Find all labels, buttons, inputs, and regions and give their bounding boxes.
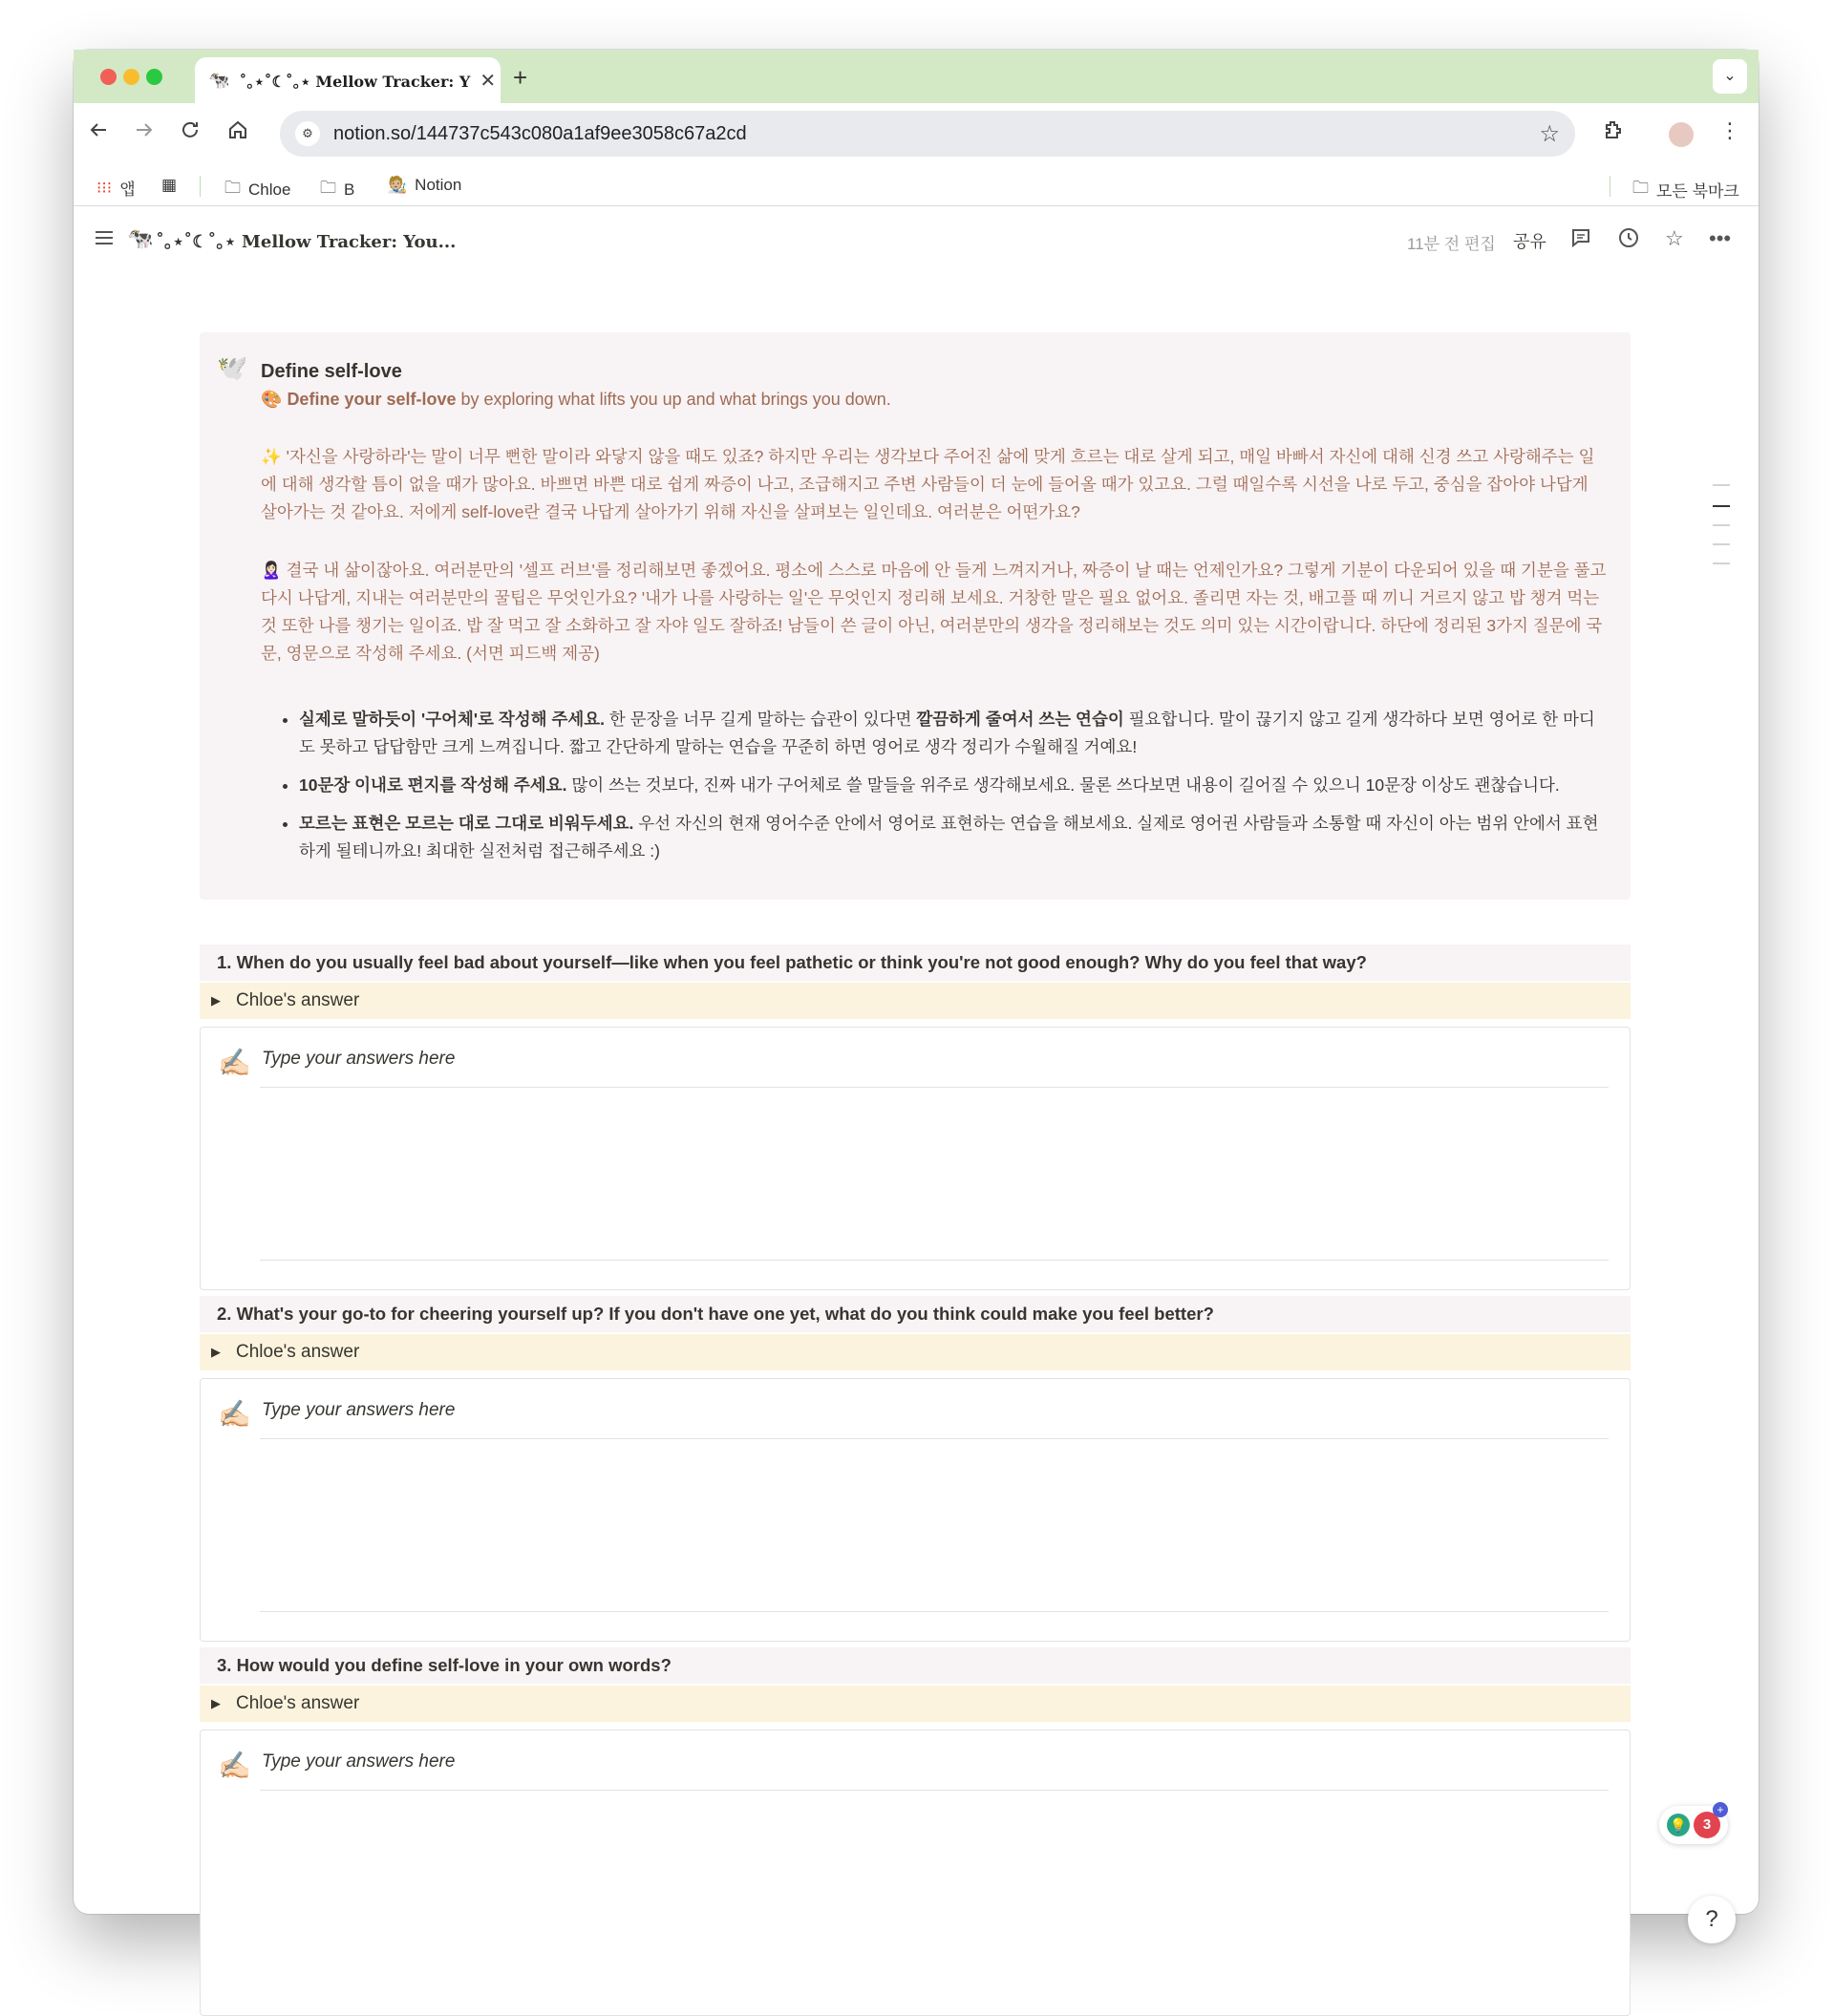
new-tab-button[interactable]: + xyxy=(513,63,528,92)
divider xyxy=(260,1438,1609,1439)
tab-groups-icon[interactable]: ▦ xyxy=(161,176,178,194)
bookmarks-bar xyxy=(74,164,1759,206)
tab-search-button[interactable]: ⌄ xyxy=(1713,59,1747,94)
arrow-right-icon xyxy=(133,118,156,141)
notion-topbar xyxy=(74,207,1759,270)
plus-icon: + xyxy=(1713,1802,1728,1817)
edited-timestamp: 11분 전 편집 xyxy=(1407,235,1496,253)
bookmark-star-icon[interactable]: ☆ xyxy=(1539,120,1560,147)
minimize-window-button[interactable] xyxy=(123,69,139,85)
answer-toggle-1[interactable] xyxy=(200,983,1631,1019)
callout-title: Define self-love xyxy=(261,361,402,382)
outline-marker[interactable] xyxy=(1713,484,1730,486)
callout-paragraph-2: 🙎🏻‍♀️ 결국 내 삶이잖아요. 여러분만의 '셀프 러브'를 정리해보면 좋겠어요. 평소에 스스로 마음에 안 들게 느껴지거나, 짜증이 날 때는 언제인가요? 그렇게 기분이 다운되어 있을 때 기분을 풀고 다시 나답게, 지내는 여러분만의 꿀팁은 무엇인가요? '내가 나를 사랑하는 일'은 무엇인지 정리해 보세요. 거창한 말은 필요 없어요. 졸리면 자는 것, 배고플 때 끼니 거르지 않고 밥 챙겨 먹는 것 또한 나를 챙기는 일이죠. 밥 잘 먹고 잘 소화하고 잘 자야 일도 잘하죠! 남들이 쓴 글이 아닌, 여러분만의 생각을 정리해보는 것도 의미 있는 시간이랍니다. 하단에 정리된 3가지 질문에 국문, 영문으로 작성해 주세요. (서면 피드백 제공) xyxy=(261,561,1607,663)
divider xyxy=(260,1611,1609,1612)
callout-block[interactable] xyxy=(200,332,1631,900)
hamburger-icon[interactable] xyxy=(93,226,116,255)
callout-subtitle xyxy=(261,386,1608,413)
bullet-bold: 10문장 이내로 편지를 작성해 주세요. xyxy=(299,775,567,795)
bookmark-separator xyxy=(200,176,201,197)
address-bar[interactable] xyxy=(280,111,1575,157)
bullet-text: 한 문장을 너무 길게 말하는 습관이 있다면 xyxy=(605,710,917,729)
bookmark-label: Chloe xyxy=(248,180,291,199)
back-button[interactable] xyxy=(83,118,114,148)
notification-count-badge: 3 xyxy=(1694,1812,1720,1838)
list-item xyxy=(299,772,1608,799)
notion-avatar-icon: 🧑🏼‍🎨 xyxy=(387,176,408,194)
writing-hand-icon: ✍🏻 xyxy=(218,1399,251,1429)
toggle-triangle-icon[interactable]: ▶ xyxy=(211,1696,221,1710)
bookmark-label: B xyxy=(344,180,355,199)
share-button[interactable]: 공유 xyxy=(1513,232,1546,251)
reload-button[interactable] xyxy=(175,118,205,148)
arrow-left-icon xyxy=(87,118,110,141)
comment-icon[interactable] xyxy=(1569,226,1592,255)
forward-button[interactable] xyxy=(129,118,160,148)
toggle-triangle-icon[interactable]: ▶ xyxy=(211,993,221,1008)
question-2-heading: 2. What's your go-to for cheering yourself up? If you don't have one yet, what do you think could make you feel better? xyxy=(200,1296,1631,1332)
question-3-heading: 3. How would you define self-love in your own words? xyxy=(200,1647,1631,1684)
clock-icon[interactable] xyxy=(1617,226,1640,255)
divider xyxy=(260,1260,1609,1261)
maximize-window-button[interactable] xyxy=(146,69,162,85)
toggle-label: Chloe's answer xyxy=(236,1693,360,1713)
bullet-text: 많이 쓰는 것보다, 진짜 내가 구어체로 쓸 말들을 위주로 생각해보세요. 물론 쓰다보면 내용이 길어질 수 있으니 10문장 이상도 괜찮습니다. xyxy=(566,775,1560,795)
bullet-bold: 실제로 말하듯이 '구어체'로 작성해 주세요. xyxy=(299,710,606,729)
list-item xyxy=(299,706,1608,761)
toggle-label: Chloe's answer xyxy=(236,990,360,1010)
folder-icon: 🗀 xyxy=(1632,179,1649,197)
page-icon: 🐄 xyxy=(127,226,154,250)
writing-hand-icon: ✍🏻 xyxy=(218,1751,251,1780)
callout-subtitle-bold: Define your self-love xyxy=(287,390,457,409)
folder-icon: 🗀 xyxy=(320,179,336,197)
answer-placeholder[interactable]: Type your answers here xyxy=(262,1049,456,1069)
bookmark-label: 모든 북마크 xyxy=(1656,182,1739,201)
outline-marker[interactable] xyxy=(1713,562,1730,564)
apps-grid-icon: ⁝⁝⁝ xyxy=(96,178,113,197)
star-icon[interactable]: ☆ xyxy=(1665,226,1684,250)
browser-window xyxy=(74,50,1759,1932)
bullet-text-2: 필요합니다. 말이 끊기지 않고 길게 생각하다 보면 영어로 한 마디도 못하고 답답함만 크게 느껴집니다. 짧고 간단하게 말하는 연습을 꾸준히 하면 영어로 생각 정리가 수월해질 거예요! xyxy=(299,710,1595,756)
home-icon xyxy=(226,118,249,141)
outline-marker[interactable] xyxy=(1713,524,1730,526)
tab-title: ˚｡⋆˚☾˚｡⋆ Mellow Tracker: Y xyxy=(239,72,471,91)
url-text[interactable]: notion.so/144737c543c080a1af9ee3058c67a2cd xyxy=(333,122,747,144)
writing-hand-icon: ✍🏻 xyxy=(218,1048,251,1077)
tab-favicon-icon: 🐄 xyxy=(208,70,230,90)
extensions-icon[interactable] xyxy=(1602,118,1625,147)
page-content xyxy=(74,270,1759,1932)
bullet-bold-2: 깔끔하게 줄여서 쓰는 연습이 xyxy=(916,710,1124,729)
answer-box-1[interactable] xyxy=(200,1027,1631,1290)
lightbulb-icon: 💡 xyxy=(1667,1814,1690,1836)
apps-bookmark[interactable] xyxy=(96,176,136,200)
breadcrumb-title[interactable]: ˚｡⋆˚☾˚｡⋆ Mellow Tracker: You... xyxy=(156,232,457,252)
toggle-triangle-icon[interactable]: ▶ xyxy=(211,1345,221,1359)
answer-toggle-2[interactable] xyxy=(200,1334,1631,1370)
toggle-label: Chloe's answer xyxy=(236,1342,360,1362)
answer-placeholder[interactable]: Type your answers here xyxy=(262,1400,456,1420)
tab-strip xyxy=(74,50,1759,103)
list-item xyxy=(299,810,1608,865)
bookmark-folder-chloe[interactable] xyxy=(224,176,290,203)
profile-avatar[interactable] xyxy=(1669,122,1694,147)
callout-body xyxy=(261,357,1608,876)
browser-tab[interactable] xyxy=(195,57,501,103)
help-button[interactable]: ? xyxy=(1688,1896,1736,1943)
tab-close-icon[interactable]: ✕ xyxy=(480,70,497,92)
site-info-icon[interactable]: ⚙ xyxy=(295,121,320,146)
callout-bullet-list xyxy=(261,706,1608,865)
answer-box-3[interactable] xyxy=(200,1730,1631,2016)
outline-marker-active[interactable] xyxy=(1713,505,1730,507)
palette-icon: 🎨 xyxy=(261,390,283,409)
question-1-heading: 1. When do you usually feel bad about yourself—like when you feel pathetic or think you're not good enough? Why do you feel that way? xyxy=(200,944,1631,981)
apps-label: 앱 xyxy=(119,180,136,199)
all-bookmarks-folder[interactable] xyxy=(1632,176,1739,203)
reload-icon xyxy=(179,118,202,141)
callout-paragraph-1: ✨ '자신을 사랑하라'는 말이 너무 뻔한 말이라 와닿지 않을 때도 있죠? 하지만 우리는 생각보다 주어진 삶에 맞게 흐르는 대로 살게 되고, 매일 바빠서 자신에 대해 신경 쓰고 사랑해주는 일에 대해 생각할 틈이 없을 때가 많아요. 바쁘면 바쁜 대로 쉽게 짜증이 나고, 조급해지고 주변 사람들이 더 눈에 들어올 때가 있고요. 그럴 때일수록 시선을 나로 두고, 중심을 잡아야 나답게 살아가는 것 같아요. 저에게 self-love란 결국 나답게 살아가기 위해 자신을 살펴보는 일인데요. 여러분은 어떤가요? xyxy=(261,447,1595,521)
folder-icon: 🗀 xyxy=(224,179,241,197)
floating-extension-badge[interactable] xyxy=(1659,1803,1728,1844)
browser-toolbar xyxy=(74,103,1759,164)
home-button[interactable] xyxy=(223,118,253,148)
bullet-text: 우선 자신의 현재 영어수준 안에서 영어로 표현하는 연습을 해보세요. 실제로 영어권 사람들과 소통할 때 자신이 아는 범위 안에서 표현하게 될테니까요! 최대한 실전처럼 접근해주세요 :) xyxy=(299,814,1599,860)
browser-menu-icon[interactable]: ⋮ xyxy=(1719,118,1740,142)
answer-box-2[interactable] xyxy=(200,1378,1631,1642)
answer-toggle-3[interactable] xyxy=(200,1686,1631,1722)
divider xyxy=(260,1087,1609,1088)
divider xyxy=(260,1790,1609,1791)
callout-subtitle-rest: by exploring what lifts you up and what brings you down. xyxy=(456,390,891,409)
answer-placeholder[interactable]: Type your answers here xyxy=(262,1751,456,1772)
bookmark-notion[interactable] xyxy=(387,176,461,195)
outline-marker[interactable] xyxy=(1713,543,1730,545)
bookmark-label: Notion xyxy=(415,176,462,194)
bookmark-folder-b[interactable] xyxy=(320,176,354,203)
close-window-button[interactable] xyxy=(100,69,117,85)
dove-icon: 🕊️ xyxy=(217,353,248,382)
more-icon[interactable]: ••• xyxy=(1709,226,1732,250)
bullet-bold: 모르는 표현은 모르는 대로 그대로 비워두세요. xyxy=(299,814,634,833)
